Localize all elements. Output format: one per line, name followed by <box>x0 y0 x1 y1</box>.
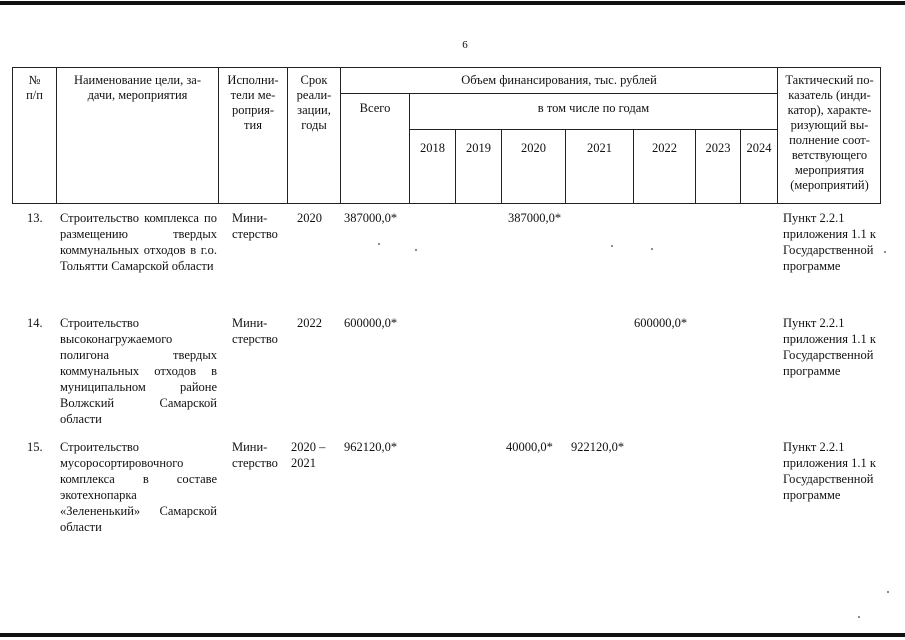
row-indicator: Пункт 2.2.1 приложения 1.1 к Государственной программе <box>783 211 876 273</box>
row-executor: Мини- стерство <box>232 316 278 346</box>
row-name: Строительство мусоросортировочного комплекса в составе экотехнопарка «Зелененький» Самарской области <box>60 440 217 534</box>
header-executors: Исполни- тели ме- роприя- тия <box>227 73 279 132</box>
header-year-2023: 2023 <box>705 141 731 155</box>
header-name: Наименование цели, за- дачи, мероприятия <box>73 73 202 102</box>
row-term: 2022 <box>297 316 322 330</box>
row-executor: Мини- стерство <box>232 440 278 470</box>
scan-speck <box>884 251 886 253</box>
row-total: 600000,0* <box>344 316 398 330</box>
row-executor: Мини- стерство <box>232 211 278 241</box>
row-name: Строительство комплекса по размещению твердых коммунальных отходов в г.о. Тольятти Самарской области <box>60 211 217 273</box>
row-name: Строительство высоконагружаемого полигона твердых коммунальных отходов в муниципальном районе Волжский Самарской области <box>60 316 217 426</box>
scan-speck <box>415 249 417 251</box>
row-year-2022: 600000,0* <box>634 316 688 330</box>
top-rule <box>0 1 905 5</box>
bottom-rule <box>0 633 905 637</box>
header-year-2020: 2020 <box>521 141 546 155</box>
row-total: 962120,0* <box>344 440 398 454</box>
row-total: 387000,0* <box>344 211 398 225</box>
row-year-2020: 387000,0* <box>508 211 562 225</box>
row-indicator: Пункт 2.2.1 приложения 1.1 к Государственной программе <box>783 316 876 378</box>
header-number: № п/п <box>26 73 43 102</box>
header-year-2021: 2021 <box>587 141 612 155</box>
row-number: 14. <box>27 316 43 330</box>
scan-speck <box>858 616 860 618</box>
row-term: 2020 <box>297 211 322 225</box>
page-number: 6 <box>462 39 468 51</box>
table-header <box>12 67 881 204</box>
header-indicator: Тактический по- казатель (инди- катор), характе- ризующий вы- полнение соот- ветствующего мероприятия (мероприятий) <box>785 73 874 192</box>
row-number: 13. <box>27 211 43 225</box>
header-year-2024: 2024 <box>746 141 772 155</box>
row-year-2020: 40000,0* <box>506 440 553 454</box>
row-number: 15. <box>27 440 43 454</box>
header-by-years: в том числе по годам <box>537 101 650 115</box>
header-total: Всего <box>359 101 391 115</box>
scan-speck <box>887 591 889 593</box>
row-indicator: Пункт 2.2.1 приложения 1.1 к Государственной программе <box>783 440 876 502</box>
scan-speck <box>651 248 653 250</box>
header-year-2019: 2019 <box>466 141 491 155</box>
header-funding: Объем финансирования, тыс. рублей <box>461 73 657 87</box>
header-year-2022: 2022 <box>652 141 677 155</box>
row-term: 2020 – 2021 <box>291 440 326 470</box>
row-year-2021: 922120,0* <box>571 440 625 454</box>
scan-speck <box>611 245 613 247</box>
header-year-2018: 2018 <box>420 141 445 155</box>
header-term: Срок реали- зации, годы <box>296 73 332 132</box>
scan-speck <box>378 243 380 245</box>
